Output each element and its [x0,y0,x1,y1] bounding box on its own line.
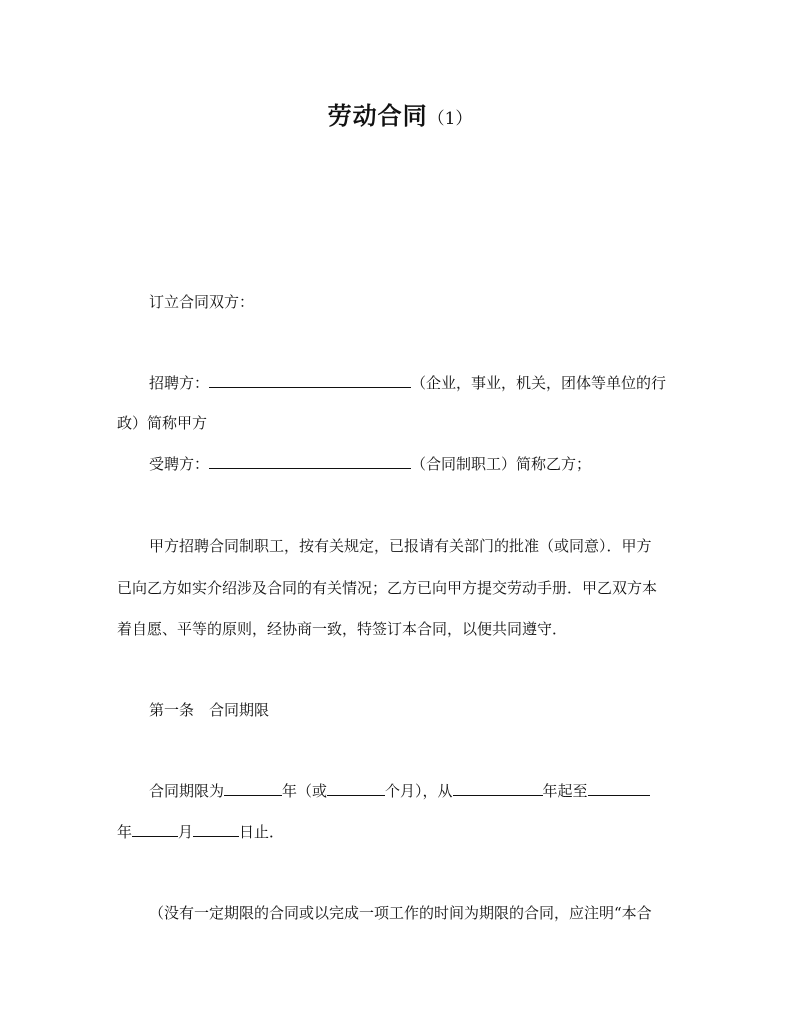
term-text-2: 年（或 [282,782,328,800]
preamble-line-3: 着自愿、平等的原则，经协商一致，特签订本合同，以便共同遵守． [117,620,568,638]
employee-line [149,454,591,474]
term-years-blank [224,781,282,796]
employer-label: 招聘方： [149,374,210,392]
article-1-heading: 第一条 合同期限 [149,701,270,719]
employer-blank [209,373,411,388]
term-text-1: 合同期限为 [149,782,225,800]
employee-blank [209,454,411,469]
term-line-2 [117,822,284,842]
term-months-blank [327,781,385,796]
document-title [0,96,800,131]
term-start-year-blank [453,781,543,796]
term-line-1 [149,781,650,801]
preamble-line-2: 已向乙方如实介绍涉及合同的有关情况；乙方已向甲方提交劳动手册．甲乙双方本 [117,579,658,597]
employer-line [149,373,666,393]
term-end-day-blank [193,822,239,837]
term-text-5: 年 [117,823,133,841]
employee-label: 受聘方： [149,455,210,473]
employer-note-continued: 政）简称甲方 [117,414,208,432]
term-end-month-blank [132,822,178,837]
term-end-blank [588,781,650,796]
term-text-6: 月 [178,823,194,841]
preamble-line-1: 甲方招聘合同制职工，按有关规定，已报请有关部门的批准（或同意）．甲方 [149,537,652,555]
parties-heading: 订立合同双方： [149,293,255,311]
employee-note: （合同制职工）简称乙方； [411,455,592,473]
term-note-line: （没有一定期限的合同或以完成一项工作的时间为期限的合同，应注明“本合 [149,904,652,922]
employer-note: （企业，事业，机关，团体等单位的行 [411,374,667,392]
title-main: 劳动合同 [327,101,428,130]
term-text-4: 年起至 [542,782,588,800]
title-number: （1） [427,109,473,129]
term-text-7: 日止． [239,823,285,841]
term-text-3: 个月），从 [385,782,453,800]
